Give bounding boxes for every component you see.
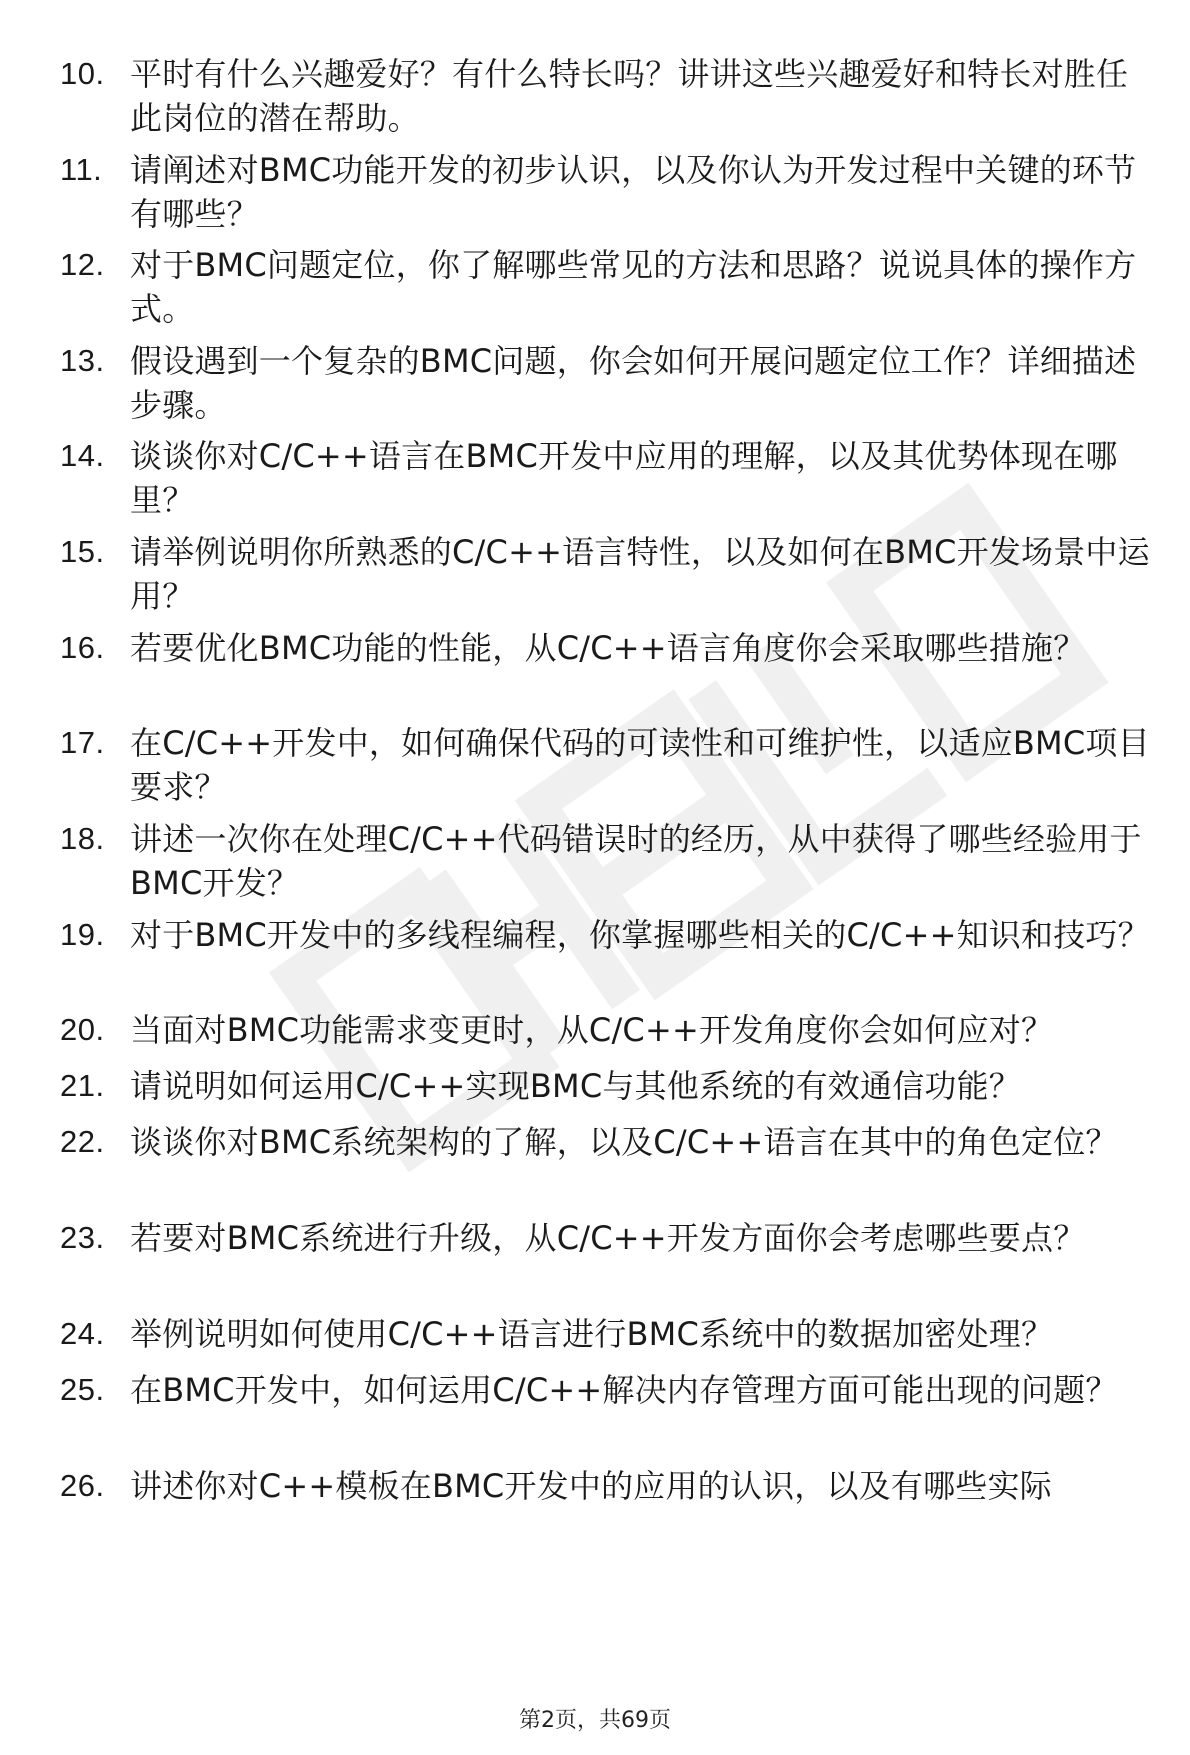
question-number: 12. <box>60 247 105 282</box>
question-item <box>60 339 1160 427</box>
question-text: 谈谈你对BMC系统架构的了解，以及C/C++语言在其中的角色定位？ <box>130 1123 1118 1161</box>
question-number: 23. <box>60 1220 105 1255</box>
question-item <box>60 52 1160 140</box>
question-text: 若要优化BMC功能的性能，从C/C++语言角度你会采取哪些措施？ <box>130 629 1086 667</box>
question-item <box>60 1368 1160 1412</box>
question-number: 19. <box>60 917 105 952</box>
question-item <box>60 913 1160 957</box>
question-item <box>60 1064 1160 1108</box>
question-item <box>60 817 1160 905</box>
question-number: 11. <box>60 152 103 187</box>
question-text: 在BMC开发中，如何运用C/C++解决内存管理方面可能出现的问题？ <box>130 1371 1118 1409</box>
page-footer: 第2页，共69页 <box>519 1708 671 1733</box>
question-text: 谈谈你对C/C++语言在BMC开发中应用的理解，以及其优势体现在哪里？ <box>130 437 1118 519</box>
question-text: 当面对BMC功能需求变更时，从C/C++开发角度你会如何应对？ <box>130 1011 1054 1049</box>
question-text: 若要对BMC系统进行升级，从C/C++开发方面你会考虑哪些要点？ <box>130 1219 1086 1257</box>
question-number: 16. <box>60 630 105 665</box>
question-number: 26. <box>60 1468 105 1503</box>
question-item <box>60 1312 1160 1356</box>
question-number: 22. <box>60 1124 105 1159</box>
question-item <box>60 434 1160 522</box>
question-text: 请阐述对BMC功能开发的初步认识，以及你认为开发过程中关键的环节有哪些？ <box>130 151 1137 233</box>
question-text: 对于BMC问题定位，你了解哪些常见的方法和思路？说说具体的操作方式。 <box>130 246 1137 328</box>
question-item <box>60 243 1160 331</box>
question-item <box>60 1216 1160 1260</box>
question-text: 对于BMC开发中的多线程编程，你掌握哪些相关的C/C++知识和技巧？ <box>130 916 1150 954</box>
question-number: 21. <box>60 1068 105 1103</box>
question-text: 讲述一次你在处理C/C++代码错误时的经历，从中获得了哪些经验用于BMC开发？ <box>130 820 1142 902</box>
question-text: 请举例说明你所熟悉的C/C++语言特性，以及如何在BMC开发场景中运用？ <box>130 533 1150 615</box>
question-item <box>60 1008 1160 1052</box>
question-number: 17. <box>60 725 105 760</box>
question-number: 18. <box>60 821 105 856</box>
question-text: 举例说明如何使用C/C++语言进行BMC系统中的数据加密处理？ <box>130 1315 1054 1353</box>
question-item <box>60 721 1160 809</box>
question-item <box>60 530 1160 618</box>
question-number: 24. <box>60 1316 105 1351</box>
question-item <box>60 148 1160 236</box>
question-text: 在C/C++开发中，如何确保代码的可读性和可维护性，以适应BMC项目要求？ <box>130 724 1150 806</box>
question-text: 假设遇到一个复杂的BMC问题，你会如何开展问题定位工作？详细描述步骤。 <box>130 342 1137 424</box>
question-text: 平时有什么兴趣爱好？有什么特长吗？讲讲这些兴趣爱好和特长对胜任此岗位的潜在帮助。 <box>130 55 1129 137</box>
question-item <box>60 1120 1160 1164</box>
question-number: 25. <box>60 1372 105 1407</box>
question-text: 请说明如何运用C/C++实现BMC与其他系统的有效通信功能？ <box>130 1067 1022 1105</box>
question-number: 15. <box>60 534 105 569</box>
question-number: 13. <box>60 343 105 378</box>
question-number: 20. <box>60 1012 105 1047</box>
question-number: 10. <box>60 56 105 91</box>
question-text: 讲述你对C++模板在BMC开发中的应用的认识，以及有哪些实际 <box>130 1467 1052 1505</box>
question-item <box>60 1464 1160 1508</box>
question-item <box>60 626 1160 670</box>
question-number: 14. <box>60 438 105 473</box>
